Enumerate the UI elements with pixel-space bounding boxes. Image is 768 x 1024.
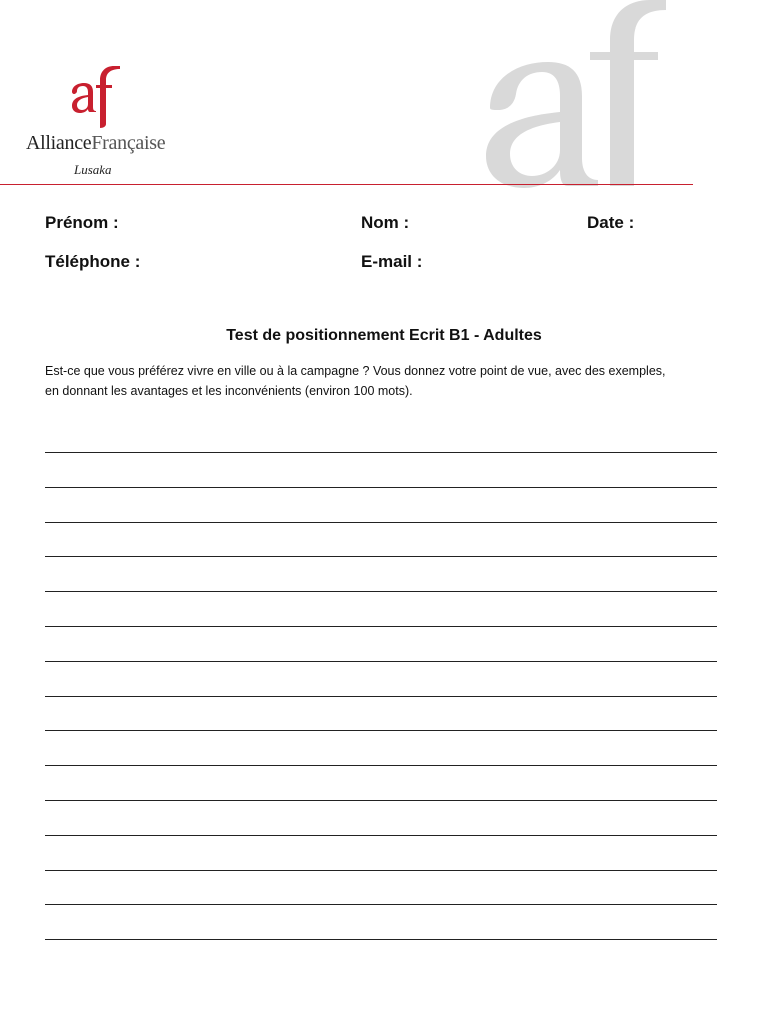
answer-line[interactable]: [45, 870, 717, 871]
header-divider: [0, 184, 693, 185]
answer-line[interactable]: [45, 626, 717, 627]
telephone-label: Téléphone :: [45, 252, 141, 271]
prompt-line-2: en donnant les avantages et les inconvénients (environ 100 mots).: [45, 384, 413, 398]
brand-city: Lusaka: [74, 162, 112, 177]
answer-line[interactable]: [45, 522, 717, 523]
answer-line[interactable]: [45, 452, 717, 453]
brand-name-part2: Française: [91, 132, 166, 154]
test-title: Test de positionnement Ecrit B1 - Adultes: [226, 327, 542, 344]
brand-name-part1: Alliance: [26, 132, 92, 154]
answer-line[interactable]: [45, 696, 717, 697]
answer-line[interactable]: [45, 730, 717, 731]
answer-line[interactable]: [45, 800, 717, 801]
date-label: Date :: [587, 213, 635, 232]
answer-line[interactable]: [45, 939, 717, 940]
test-prompt: [45, 361, 685, 401]
answer-line[interactable]: [45, 835, 717, 836]
af-watermark-logo: [470, 0, 670, 190]
answer-line[interactable]: [45, 765, 717, 766]
answer-line[interactable]: [45, 556, 717, 557]
brand-name: [26, 132, 165, 155]
prenom-label: Prénom :: [45, 213, 119, 232]
answer-line[interactable]: [45, 904, 717, 905]
email-label: E-mail :: [361, 252, 423, 271]
nom-label: Nom :: [361, 213, 410, 232]
alliance-francaise-logo: [22, 66, 172, 181]
answer-line[interactable]: [45, 591, 717, 592]
af-logo-mark: [70, 66, 122, 128]
answer-line[interactable]: [45, 487, 717, 488]
answer-line[interactable]: [45, 661, 717, 662]
prompt-line-1: Est-ce que vous préférez vivre en ville ou à la campagne ? Vous donnez votre point de vue, avec des exemples,: [45, 364, 666, 378]
